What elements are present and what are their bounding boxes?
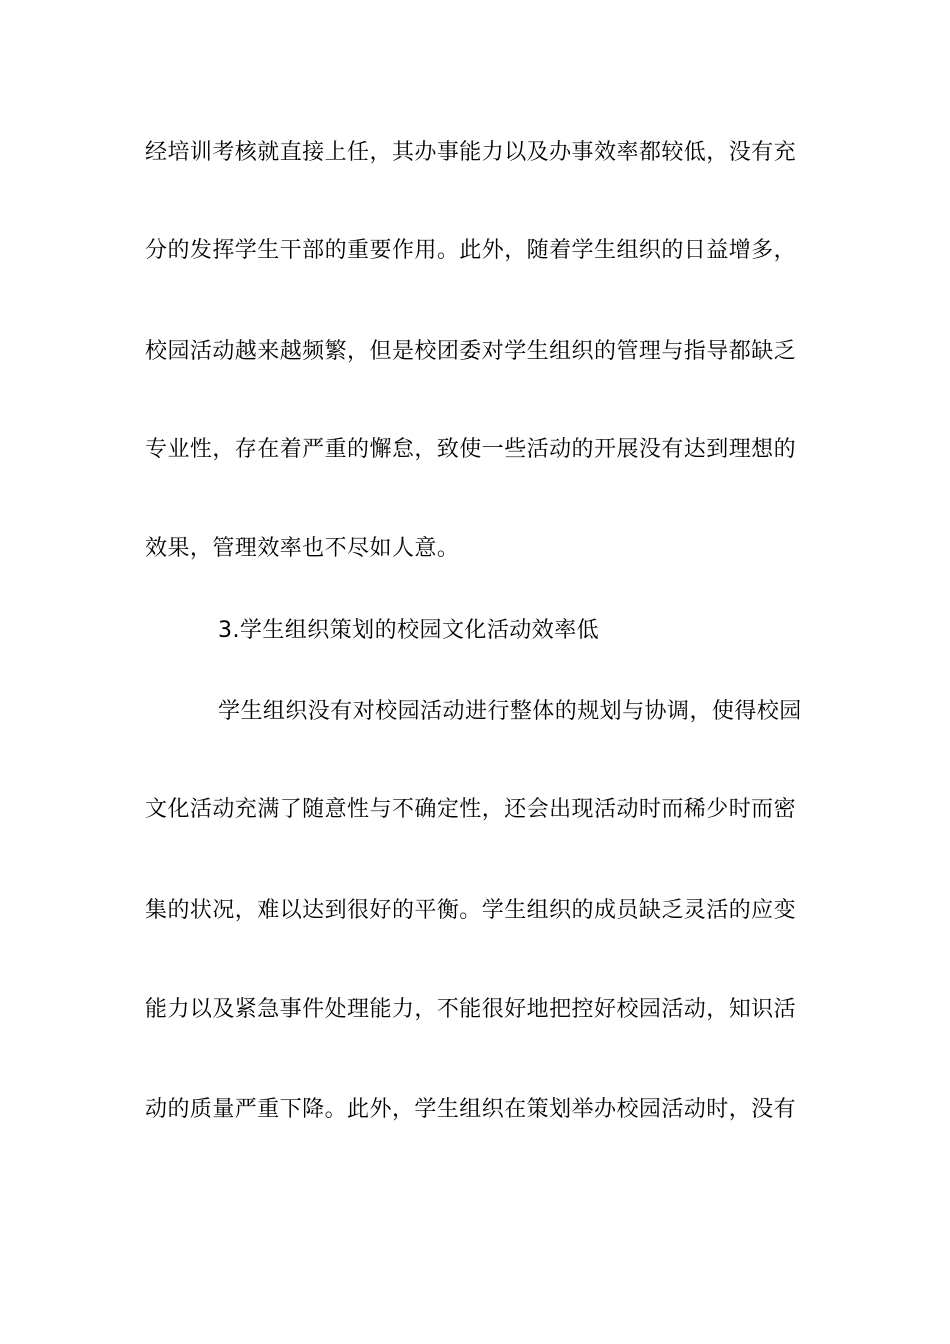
paragraph-line: 经培训考核就直接上任，其办事能力以及办事效率都较低，没有充 [145,140,797,165]
paragraph-line: 动的质量严重下降。此外，学生组织在策划举办校园活动时，没有 [145,1097,797,1122]
paragraph-line: 专业性，存在着严重的懈怠，致使一些活动的开展没有达到理想的 [145,437,797,462]
paragraph-line: 校园活动越来越频繁，但是校团委对学生组织的管理与指导都缺乏 [145,339,797,364]
paragraph-line: 效果，管理效率也不尽如人意。 [145,536,460,561]
paragraph-line: 学生组织没有对校园活动进行整体的规划与协调，使得校园 [218,699,802,724]
section-heading: 3.学生组织策划的校园文化活动效率低 [218,618,600,643]
paragraph-line: 分的发挥学生干部的重要作用。此外，随着学生组织的日益增多， [145,238,797,263]
paragraph-line: 文化活动充满了随意性与不确定性，还会出现活动时而稀少时而密 [145,797,797,822]
paragraph-line: 能力以及紧急事件处理能力，不能很好地把控好校园活动，知识活 [145,997,797,1022]
paragraph-line: 集的状况，难以达到很好的平衡。学生组织的成员缺乏灵活的应变 [145,898,797,923]
